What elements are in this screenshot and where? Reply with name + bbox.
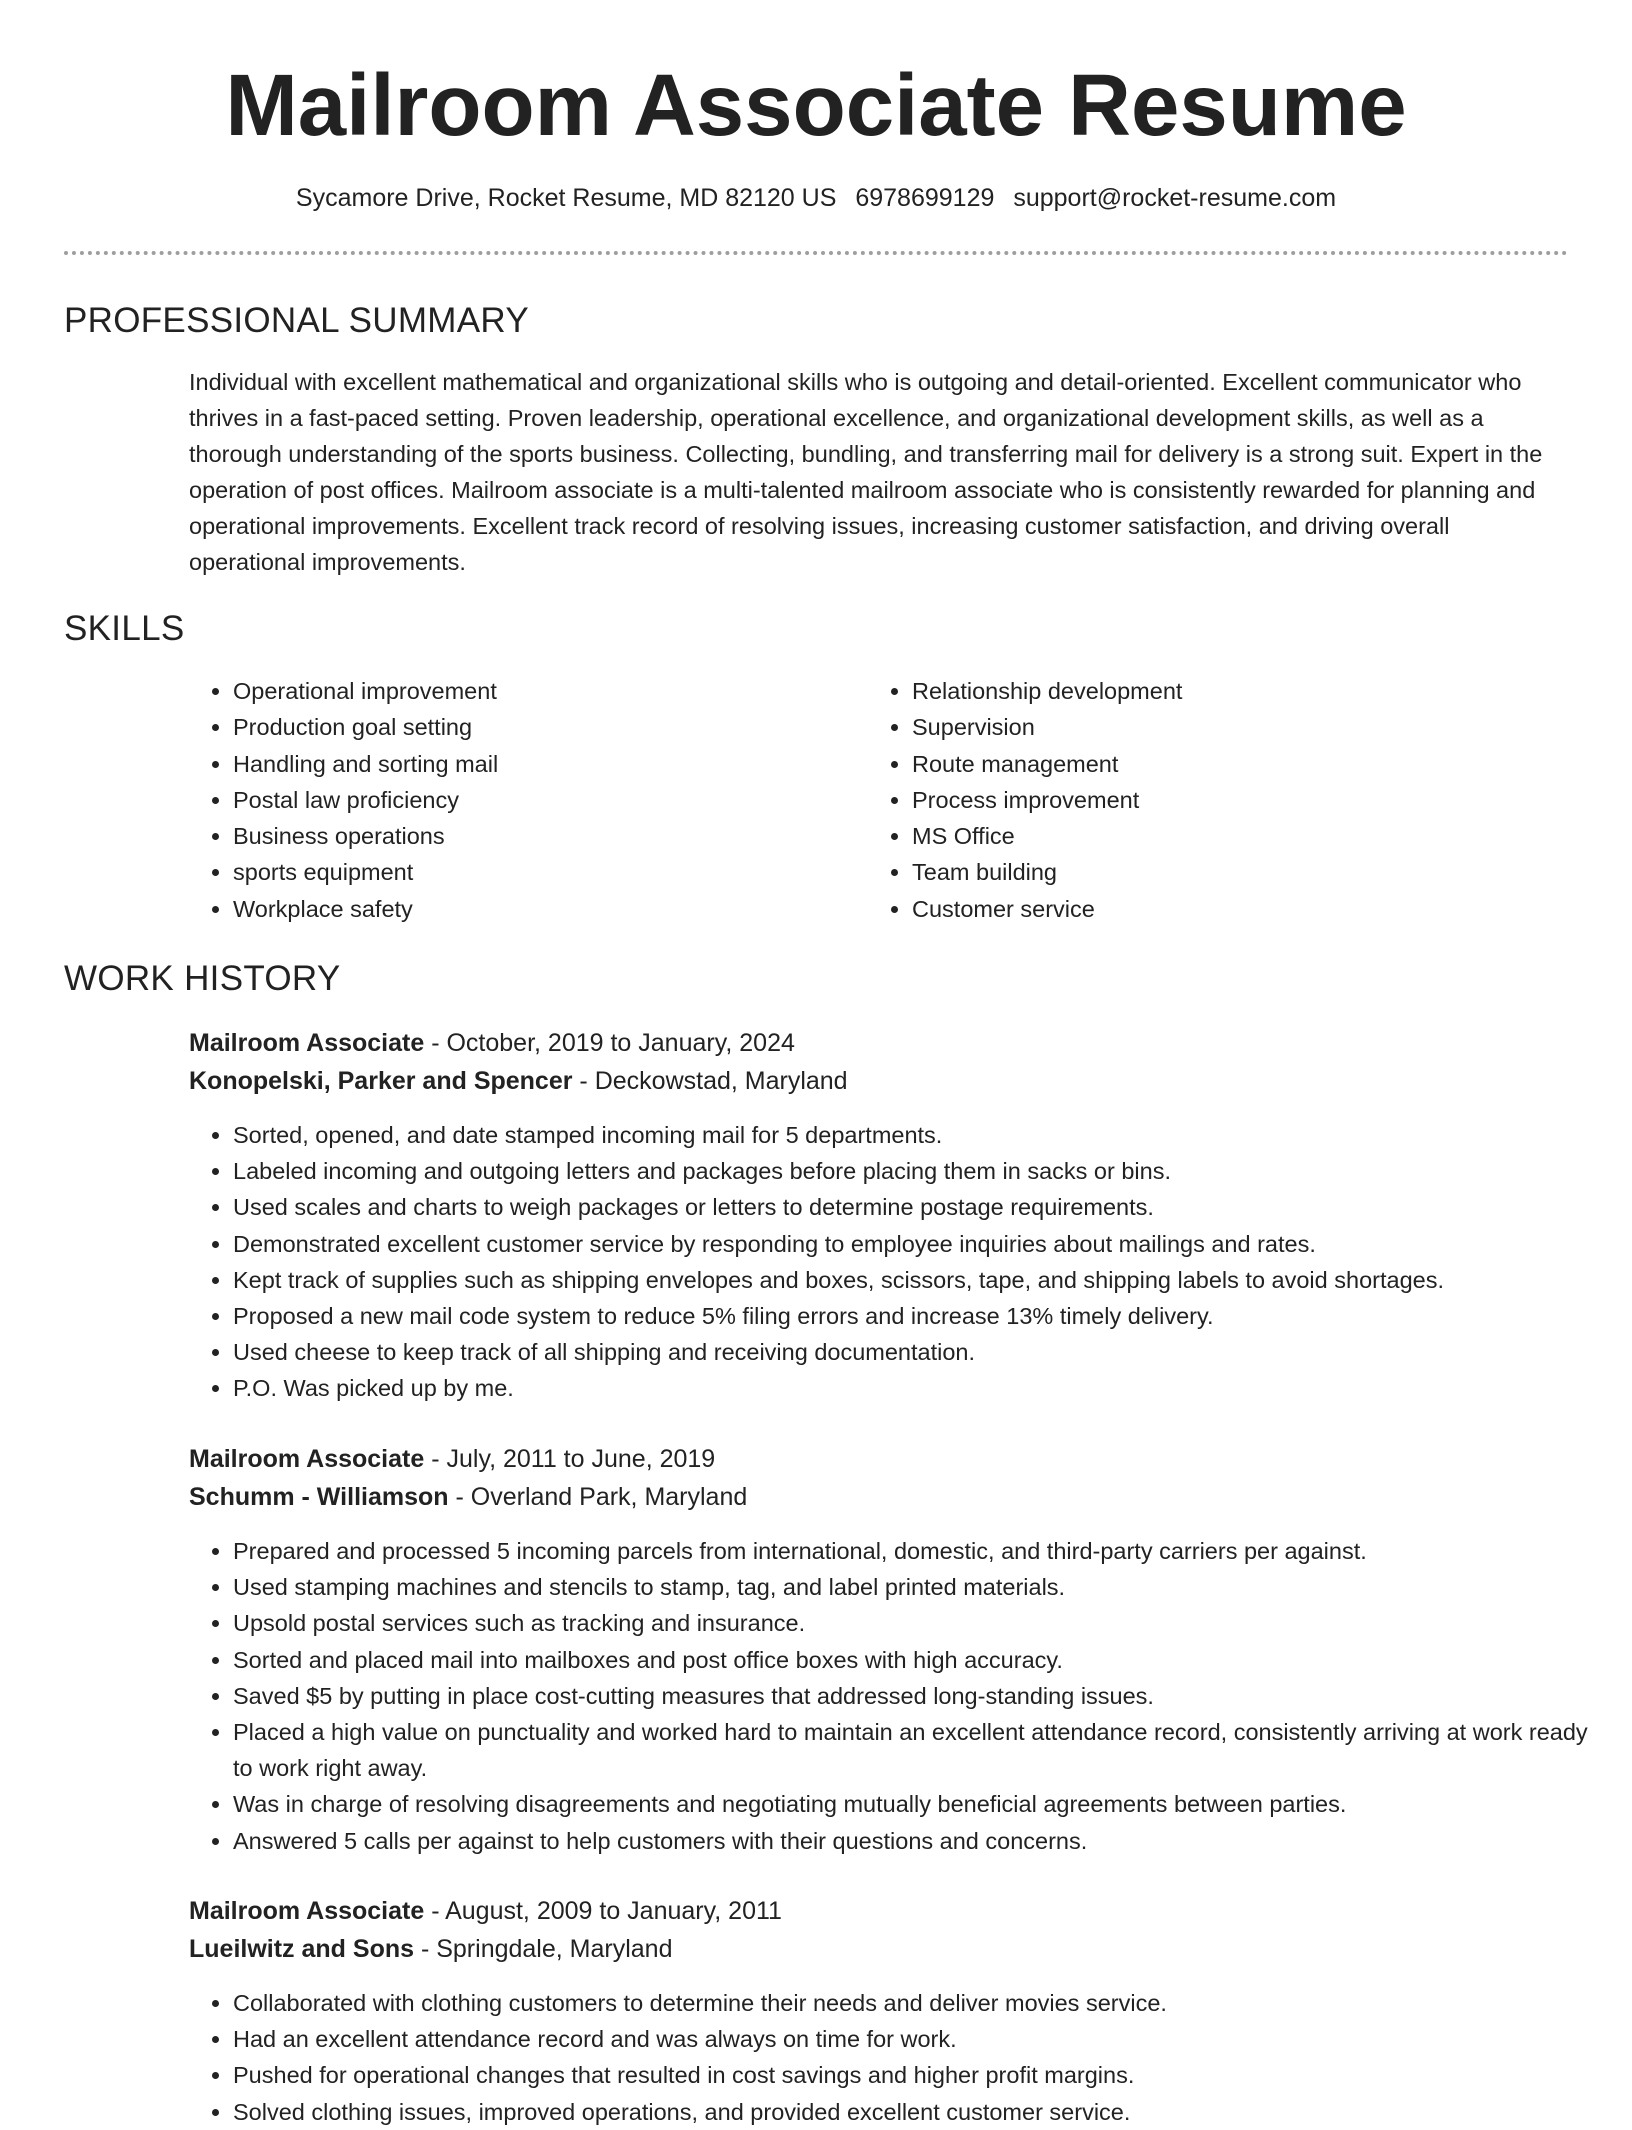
job-dates: - October, 2019 to January, 2024 — [424, 1029, 795, 1057]
job-title: Mailroom Associate — [189, 1897, 425, 1925]
job-bullet: • Used cheese to keep track of all shipping and receiving documentation. — [233, 1334, 1613, 1370]
job-location: - Deckowstad, Maryland — [572, 1067, 848, 1095]
job-bullet: • Collaborated with clothing customers to determine their needs and deliver movies service. — [233, 1985, 1613, 2021]
work-history-heading: WORK HISTORY — [64, 959, 341, 998]
job-bullet: • Answered 5 calls per against to help customers with their questions and concerns. — [233, 1823, 1613, 1859]
job-bullet: • Demonstrated excellent customer service by responding to employee inquiries about mailings and rates. — [233, 1226, 1613, 1262]
contact-phone: 6978699129 — [855, 184, 995, 212]
job-bullet: • Used stamping machines and stencils to stamp, tag, and label printed materials. — [233, 1569, 1613, 1605]
job-company-line — [189, 1478, 747, 1516]
job-bullet: • Upsold postal services such as tracking and insurance. — [233, 1605, 1613, 1641]
job-location: - Overland Park, Maryland — [448, 1483, 748, 1511]
job-bullet: • Kept track of supplies such as shipping envelopes and boxes, scissors, tape, and shipping labels to avoid shortages. — [233, 1262, 1613, 1298]
skills-list-left — [189, 673, 853, 927]
job-bullet: • Placed a high value on punctuality and worked hard to maintain an excellent attendance record, consistently arriving at work ready to work right away. — [233, 1714, 1613, 1786]
job-bullet: • Pushed for operational changes that resulted in cost savings and higher profit margins. — [233, 2057, 1613, 2093]
job-company: Konopelski, Parker and Spencer — [189, 1067, 573, 1095]
job-bullet: • Prepared and processed 5 incoming parcels from international, domestic, and third-party carriers per against. — [233, 1533, 1613, 1569]
summary-text: Individual with excellent mathematical and organizational skills who is outgoing and detail-oriented. Excellent communicator who thrives in a fast-paced setting. Proven leadership, operational excellence, and organizational development skills, as well as a thorough understanding of the sports business. Collecting, bundling, and transferring mail for delivery is a strong suit. Expert in the operation of post offices. Mailroom associate is a multi-talented mailroom associate who is consistently rewarded for planning and operational improvements. Excellent track record of resolving issues, increasing customer satisfaction, and driving overall operational improvements. — [189, 369, 1543, 575]
skills-heading: SKILLS — [64, 609, 185, 648]
job-location: - Springdale, Maryland — [414, 1935, 673, 1963]
job-title: Mailroom Associate — [189, 1029, 425, 1057]
skill-item: • Process improvement — [912, 782, 1562, 818]
skill-item: • Handling and sorting mail — [233, 746, 853, 782]
contact-address: Sycamore Drive, Rocket Resume, MD 82120 US — [295, 184, 837, 212]
job-bullet: • Sorted and placed mail into mailboxes and post office boxes with high accuracy. — [233, 1642, 1613, 1678]
skill-item: • Supervision — [912, 709, 1562, 745]
skill-item: • Production goal setting — [233, 709, 853, 745]
job-title-line — [189, 1892, 782, 1930]
skill-item: • Customer service — [912, 891, 1562, 927]
job-bullets — [189, 1985, 1613, 2130]
job-dates: - August, 2009 to January, 2011 — [424, 1897, 782, 1925]
job-company-line — [189, 1930, 672, 1968]
skill-item: • Relationship development — [912, 673, 1562, 709]
skill-item: • MS Office — [912, 818, 1562, 854]
skill-item: • Workplace safety — [233, 891, 853, 927]
skills-list-right — [868, 673, 1562, 927]
job-title-line — [189, 1440, 715, 1478]
contact-line — [0, 180, 1632, 216]
skill-item: • sports equipment — [233, 854, 853, 890]
header-divider — [64, 251, 1568, 255]
job-bullet: • Had an excellent attendance record and was always on time for work. — [233, 2021, 1613, 2057]
skill-item: • Operational improvement — [233, 673, 853, 709]
job-company: Schumm - Williamson — [189, 1483, 449, 1511]
skill-item: • Postal law proficiency — [233, 782, 853, 818]
job-bullet: • P.O. Was picked up by me. — [233, 1370, 1613, 1406]
job-bullet: • Was in charge of resolving disagreements and negotiating mutually beneficial agreements between parties. — [233, 1786, 1613, 1822]
job-dates: - July, 2011 to June, 2019 — [424, 1445, 716, 1473]
job-bullet: • Proposed a new mail code system to reduce 5% filing errors and increase 13% timely delivery. — [233, 1298, 1613, 1334]
job-bullets — [189, 1117, 1613, 1407]
job-bullet: • Sorted, opened, and date stamped incoming mail for 5 departments. — [233, 1117, 1613, 1153]
job-bullet: • Solved clothing issues, improved operations, and provided excellent customer service. — [233, 2094, 1613, 2130]
job-title: Mailroom Associate — [189, 1445, 425, 1473]
skill-item: • Route management — [912, 746, 1562, 782]
resume-title: Mailroom Associate Resume — [225, 57, 1407, 154]
job-title-line — [189, 1024, 795, 1062]
job-company: Lueilwitz and Sons — [189, 1935, 415, 1963]
skill-item: • Business operations — [233, 818, 853, 854]
job-bullet: • Used scales and charts to weigh packages or letters to determine postage requirements. — [233, 1189, 1613, 1225]
job-company-line — [189, 1062, 848, 1100]
job-bullet: • Saved $5 by putting in place cost-cutting measures that addressed long-standing issues. — [233, 1678, 1613, 1714]
contact-email: support@rocket-resume.com — [1013, 184, 1337, 212]
job-bullet: • Labeled incoming and outgoing letters and packages before placing them in sacks or bins. — [233, 1153, 1613, 1189]
job-bullets — [189, 1533, 1613, 1859]
summary-heading: PROFESSIONAL SUMMARY — [64, 301, 529, 340]
skill-item: • Team building — [912, 854, 1562, 890]
